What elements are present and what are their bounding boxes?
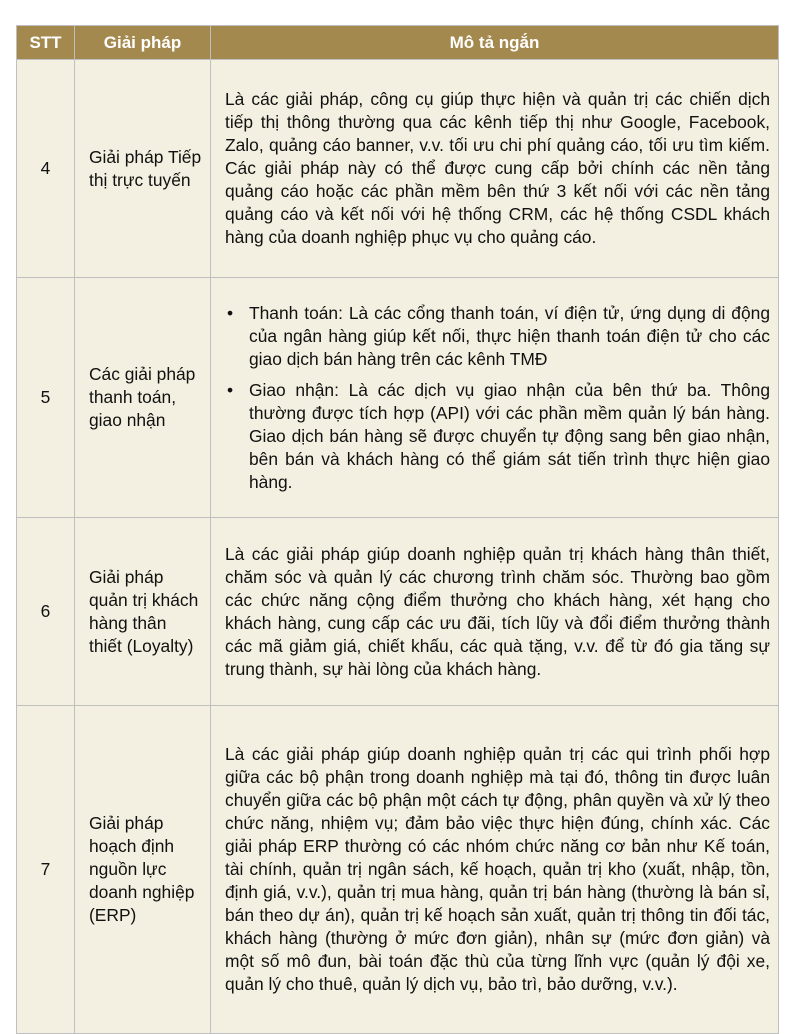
row-solution-name: Giải pháp quản trị khách hàng thân thiết (Loyalty)	[75, 518, 211, 706]
row-stt: 6	[17, 518, 75, 706]
row-solution-name: Giải pháp hoạch định nguồn lực doanh nghiệp (ERP)	[75, 706, 211, 1034]
row-stt: 5	[17, 278, 75, 518]
row-description: Là các giải pháp, công cụ giúp thực hiện và quản trị các chiến dịch tiếp thị thông thường qua các kênh tiếp thị như Google, Facebook, Zalo, quảng cáo banner, v.v. tối ưu chi phí quảng cáo, tối ưu tìm kiếm. Các giải pháp này có thể được cung cấp bởi chính các nền tảng quảng cáo hoặc các phần mềm bên thứ 3 kết nối với các nền tảng quảng cáo và kết nối với hệ thống CRM, các hệ thống CSDL khách hàng của doanh nghiệp phục vụ cho quảng cáo.	[211, 60, 779, 278]
bullet-text: Thanh toán: Là các cổng thanh toán, ví điện tử, ứng dụng di động của ngân hàng giúp kết nối, thực hiện thanh toán điện tử cho các giao dịch bán hàng trên các kênh TMĐ	[249, 302, 770, 369]
description-bullet-list	[225, 302, 770, 494]
table-header-row	[17, 26, 779, 60]
table-row	[17, 278, 779, 518]
row-description: Là các giải pháp giúp doanh nghiệp quản trị các qui trình phối hợp giữa các bộ phận trong doanh nghiệp mà tại đó, thông tin được luân chuyển giữa các bộ phận một cách tự động, phân quyền và xử lý theo chức năng, nhiệm vụ; đảm bảo việc thực hiện đúng, chính xác. Các giải pháp ERP thường có các nhóm chức năng cơ bản như Kế toán, tài chính, quản trị ngân sách, kế hoạch, quản trị kho (xuất, nhập, tồn, định giá, v.v.), quản trị mua hàng, quản trị bán hàng (thường là bán sỉ, bán theo dự án), quản trị kế hoạch sản xuất, quản trị thông tin đối tác, khách hàng (thường ở mức đơn giản), nhân sự (mức đơn giản) và một số mô đun, bài toán đặc thù của từng lĩnh vực (quản lý đội xe, quản lý cho thuê, quản lý dịch vụ, bảo trì, bảo dưỡng, v.v.).	[211, 706, 779, 1034]
header-stt: STT	[17, 26, 75, 60]
table-row	[17, 518, 779, 706]
table-row	[17, 60, 779, 278]
bullet-item-delivery	[227, 379, 770, 494]
row-description: Là các giải pháp giúp doanh nghiệp quản trị khách hàng thân thiết, chăm sóc và quản lý các chương trình chăm sóc. Thường bao gồm các chức năng cộng điểm thưởng cho khách hàng, xét hạng cho khách hàng, cung cấp các ưu đãi, tích lũy và đổi điểm thưởng thành các mã giảm giá, chiết khấu, các quà tặng, v.v. để từ đó gia tăng sự trung thành, sự hài lòng của khách hàng.	[211, 518, 779, 706]
table-row	[17, 706, 779, 1034]
row-solution-name: Các giải pháp thanh toán, giao nhận	[75, 278, 211, 518]
header-description: Mô tả ngắn	[211, 26, 779, 60]
bullet-icon: •	[227, 302, 234, 323]
row-stt: 4	[17, 60, 75, 278]
row-stt: 7	[17, 706, 75, 1034]
solutions-table	[16, 25, 779, 1034]
header-solution: Giải pháp	[75, 26, 211, 60]
row-solution-name: Giải pháp Tiếp thị trực tuyến	[75, 60, 211, 278]
row-description	[211, 278, 779, 518]
bullet-icon: •	[227, 379, 234, 400]
bullet-text: Giao nhận: Là các dịch vụ giao nhận của bên thứ ba. Thông thường được tích hợp (API) với các phần mềm quản lý bán hàng. Giao dịch bán hàng sẽ được chuyển tự động sang bên giao nhận, bên bán và khách hàng có thể giám sát tiến trình thực hiện giao hàng.	[249, 379, 770, 492]
bullet-item-payment	[227, 302, 770, 371]
